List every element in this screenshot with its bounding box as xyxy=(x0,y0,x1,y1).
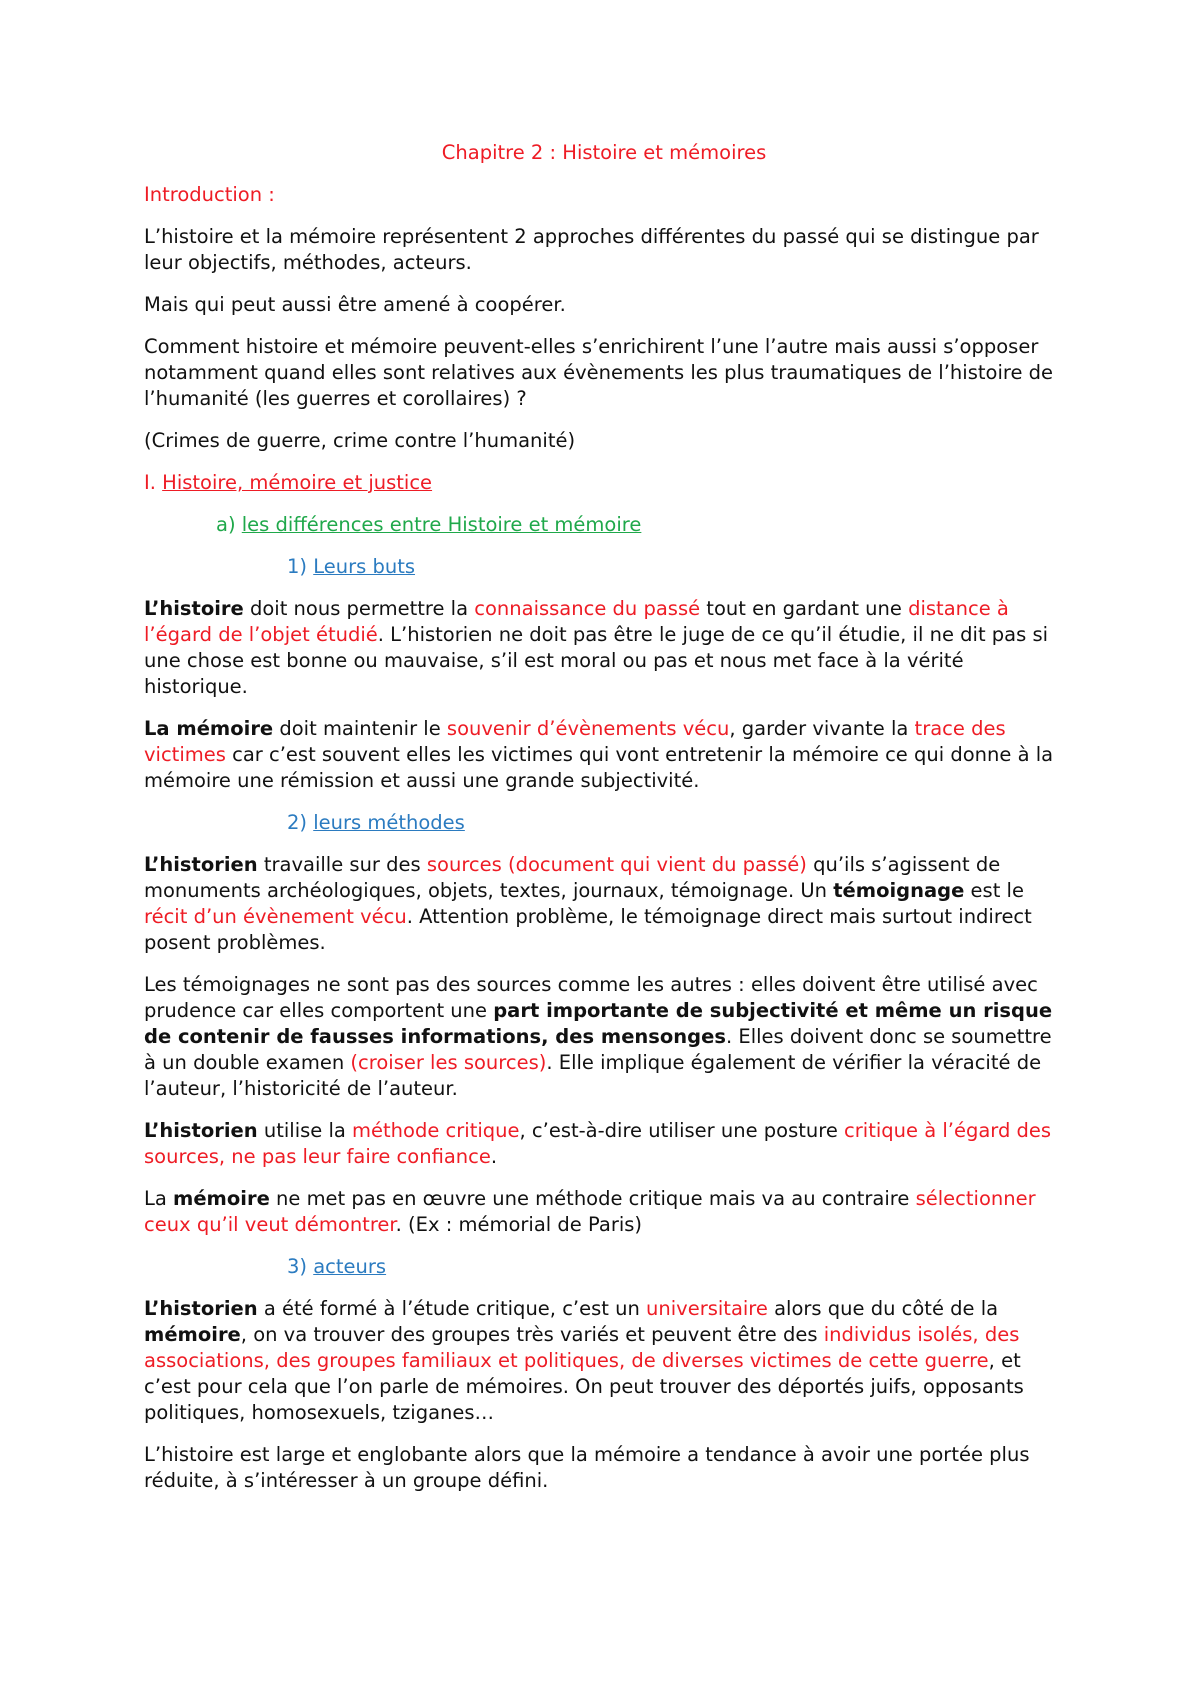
highlight: universitaire xyxy=(646,1297,768,1320)
highlight: individus isolés, des associations, des groupes familiaux et politiques, de diverses victimes de cette guerre xyxy=(144,1323,1020,1372)
text-run: car c’est souvent elles les victimes qui vont entretenir la mémoire ce qui donne à la mémoire une rémission et aussi une grande subjectivité. xyxy=(144,743,1054,792)
intro-paragraph-2: Mais qui peut aussi être amené à coopérer. xyxy=(144,293,566,316)
paragraph-temoignages xyxy=(144,972,1064,1102)
paragraph-memoire-methode xyxy=(144,1186,1064,1238)
term-historien: L’historien xyxy=(144,1297,258,1320)
highlight: trace des victimes xyxy=(144,717,1006,766)
highlight: souvenir d’évènements vécu xyxy=(446,717,730,740)
intro-paragraph-3: Comment histoire et mémoire peuvent-elles s’enrichirent l’une l’autre mais aussi s’opposer notamment quand elles sont relatives aux évènements les plus traumatiques de l’histoire de l’humanité (les guerres et corollaires) ? xyxy=(144,335,1054,410)
text-run: , c’est-à-dire utiliser une posture xyxy=(519,1119,845,1142)
heading-acteurs xyxy=(144,1254,1064,1280)
term-memoire: mémoire xyxy=(173,1187,270,1210)
text-run: . (Ex : mémorial de Paris) xyxy=(395,1213,643,1236)
highlight: critique à l’égard des sources, ne pas leur faire confiance xyxy=(144,1119,1052,1168)
bold-emphasis: part importante de subjectivité et même un risque de contenir de fausses informations, des mensonges xyxy=(144,999,1053,1048)
term-historien: L’historien xyxy=(144,1119,258,1142)
text-run: a été formé à l’étude critique, c’est un xyxy=(257,1297,647,1320)
text-run: , et c’est pour cela que l’on parle de mémoires. On peut trouver des déportés juifs, opposants politiques, homosexuels, tziganes… xyxy=(144,1349,1024,1424)
paragraph-acteurs xyxy=(144,1296,1064,1426)
paragraph-memoire-buts xyxy=(144,716,1064,794)
heading-number: 1) xyxy=(287,555,308,578)
term-memoire: mémoire xyxy=(144,1323,241,1346)
subsection-heading-a xyxy=(144,512,1064,538)
highlight: sélectionner ceux qu’il veut démontrer xyxy=(144,1187,1036,1236)
text-run: Les témoignages ne sont pas des sources comme les autres : elles doivent être utilisé avec prudence car elles comportent une xyxy=(144,973,1038,1022)
highlight: méthode critique xyxy=(352,1119,520,1142)
text-run: La xyxy=(144,1187,174,1210)
section-heading-I xyxy=(144,470,1064,496)
text-run: . Attention problème, le témoignage direct mais surtout indirect posent problèmes. xyxy=(144,905,1032,954)
section-number: I. xyxy=(144,471,156,494)
highlight: sources (document qui vient du passé) xyxy=(426,853,807,876)
highlight: (croiser les sources) xyxy=(350,1051,547,1074)
heading-leurs-methodes xyxy=(144,810,1064,836)
text-run: tout en gardant une xyxy=(700,597,909,620)
heading-leurs-buts xyxy=(144,554,1064,580)
text-run: . Elles doivent donc se soumettre à un double examen xyxy=(144,1025,1052,1074)
text-run: ne met pas en œuvre une méthode critique mais va au contraire xyxy=(269,1187,916,1210)
text-run: utilise la xyxy=(257,1119,353,1142)
intro-paragraph-4: (Crimes de guerre, crime contre l’humanité) xyxy=(144,429,576,452)
subsection-title: les différences entre Histoire et mémoire xyxy=(241,513,642,536)
text-run: doit nous permettre la xyxy=(243,597,475,620)
term-temoignage: témoignage xyxy=(833,879,965,902)
highlight: récit d’un évènement vécu xyxy=(144,905,407,928)
text-run: , on va trouver des groupes très variés et peuvent être des xyxy=(240,1323,824,1346)
chapter-title: Chapitre 2 : Histoire et mémoires xyxy=(441,141,767,164)
highlight: distance à l’égard de l’objet étudié xyxy=(144,597,1009,646)
document-body xyxy=(144,140,1064,1510)
text-run: . L’historien ne doit pas être le juge de ce qu’il étudie, il ne dit pas si une chose est bonne ou mauvaise, s’il est moral ou pas et nous met face à la vérité historique. xyxy=(144,623,1049,698)
paragraph-histoire-buts xyxy=(144,596,1064,700)
text-run: . Elle implique également de vérifier la véracité de l’auteur, l’historicité de l’auteur. xyxy=(144,1051,1042,1100)
text-run: travaille sur des xyxy=(257,853,427,876)
highlight: connaissance du passé xyxy=(474,597,701,620)
text-run: . xyxy=(490,1145,498,1168)
intro-paragraph-1: L’histoire et la mémoire représentent 2 approches différentes du passé qui se distingue par leur objectifs, méthodes, acteurs. xyxy=(144,225,1039,274)
term-historien: L’historien xyxy=(144,853,258,876)
text-run: est le xyxy=(964,879,1024,902)
paragraph-historien-sources xyxy=(144,852,1064,956)
heading-number: 2) xyxy=(287,811,308,834)
text-run: qu’ils s’agissent de monuments archéologiques, objets, textes, journaux, témoignage. Un xyxy=(144,853,1001,902)
section-title: Histoire, mémoire et justice xyxy=(162,471,433,494)
heading-title: leurs méthodes xyxy=(313,811,465,834)
subsection-number: a) xyxy=(216,513,236,536)
text-run: doit maintenir le xyxy=(273,717,447,740)
term-memoire: La mémoire xyxy=(144,717,274,740)
text-run: alors que du côté de la xyxy=(767,1297,999,1320)
paragraph-methode-critique xyxy=(144,1118,1064,1170)
paragraph-conclusion: L’histoire est large et englobante alors que la mémoire a tendance à avoir une portée plus réduite, à s’intéresser à un groupe défini. xyxy=(144,1443,1030,1492)
term-histoire: L’histoire xyxy=(144,597,244,620)
heading-title: acteurs xyxy=(313,1255,387,1278)
intro-heading: Introduction : xyxy=(144,183,275,206)
heading-title: Leurs buts xyxy=(313,555,416,578)
heading-number: 3) xyxy=(287,1255,308,1278)
text-run: , garder vivante la xyxy=(729,717,915,740)
